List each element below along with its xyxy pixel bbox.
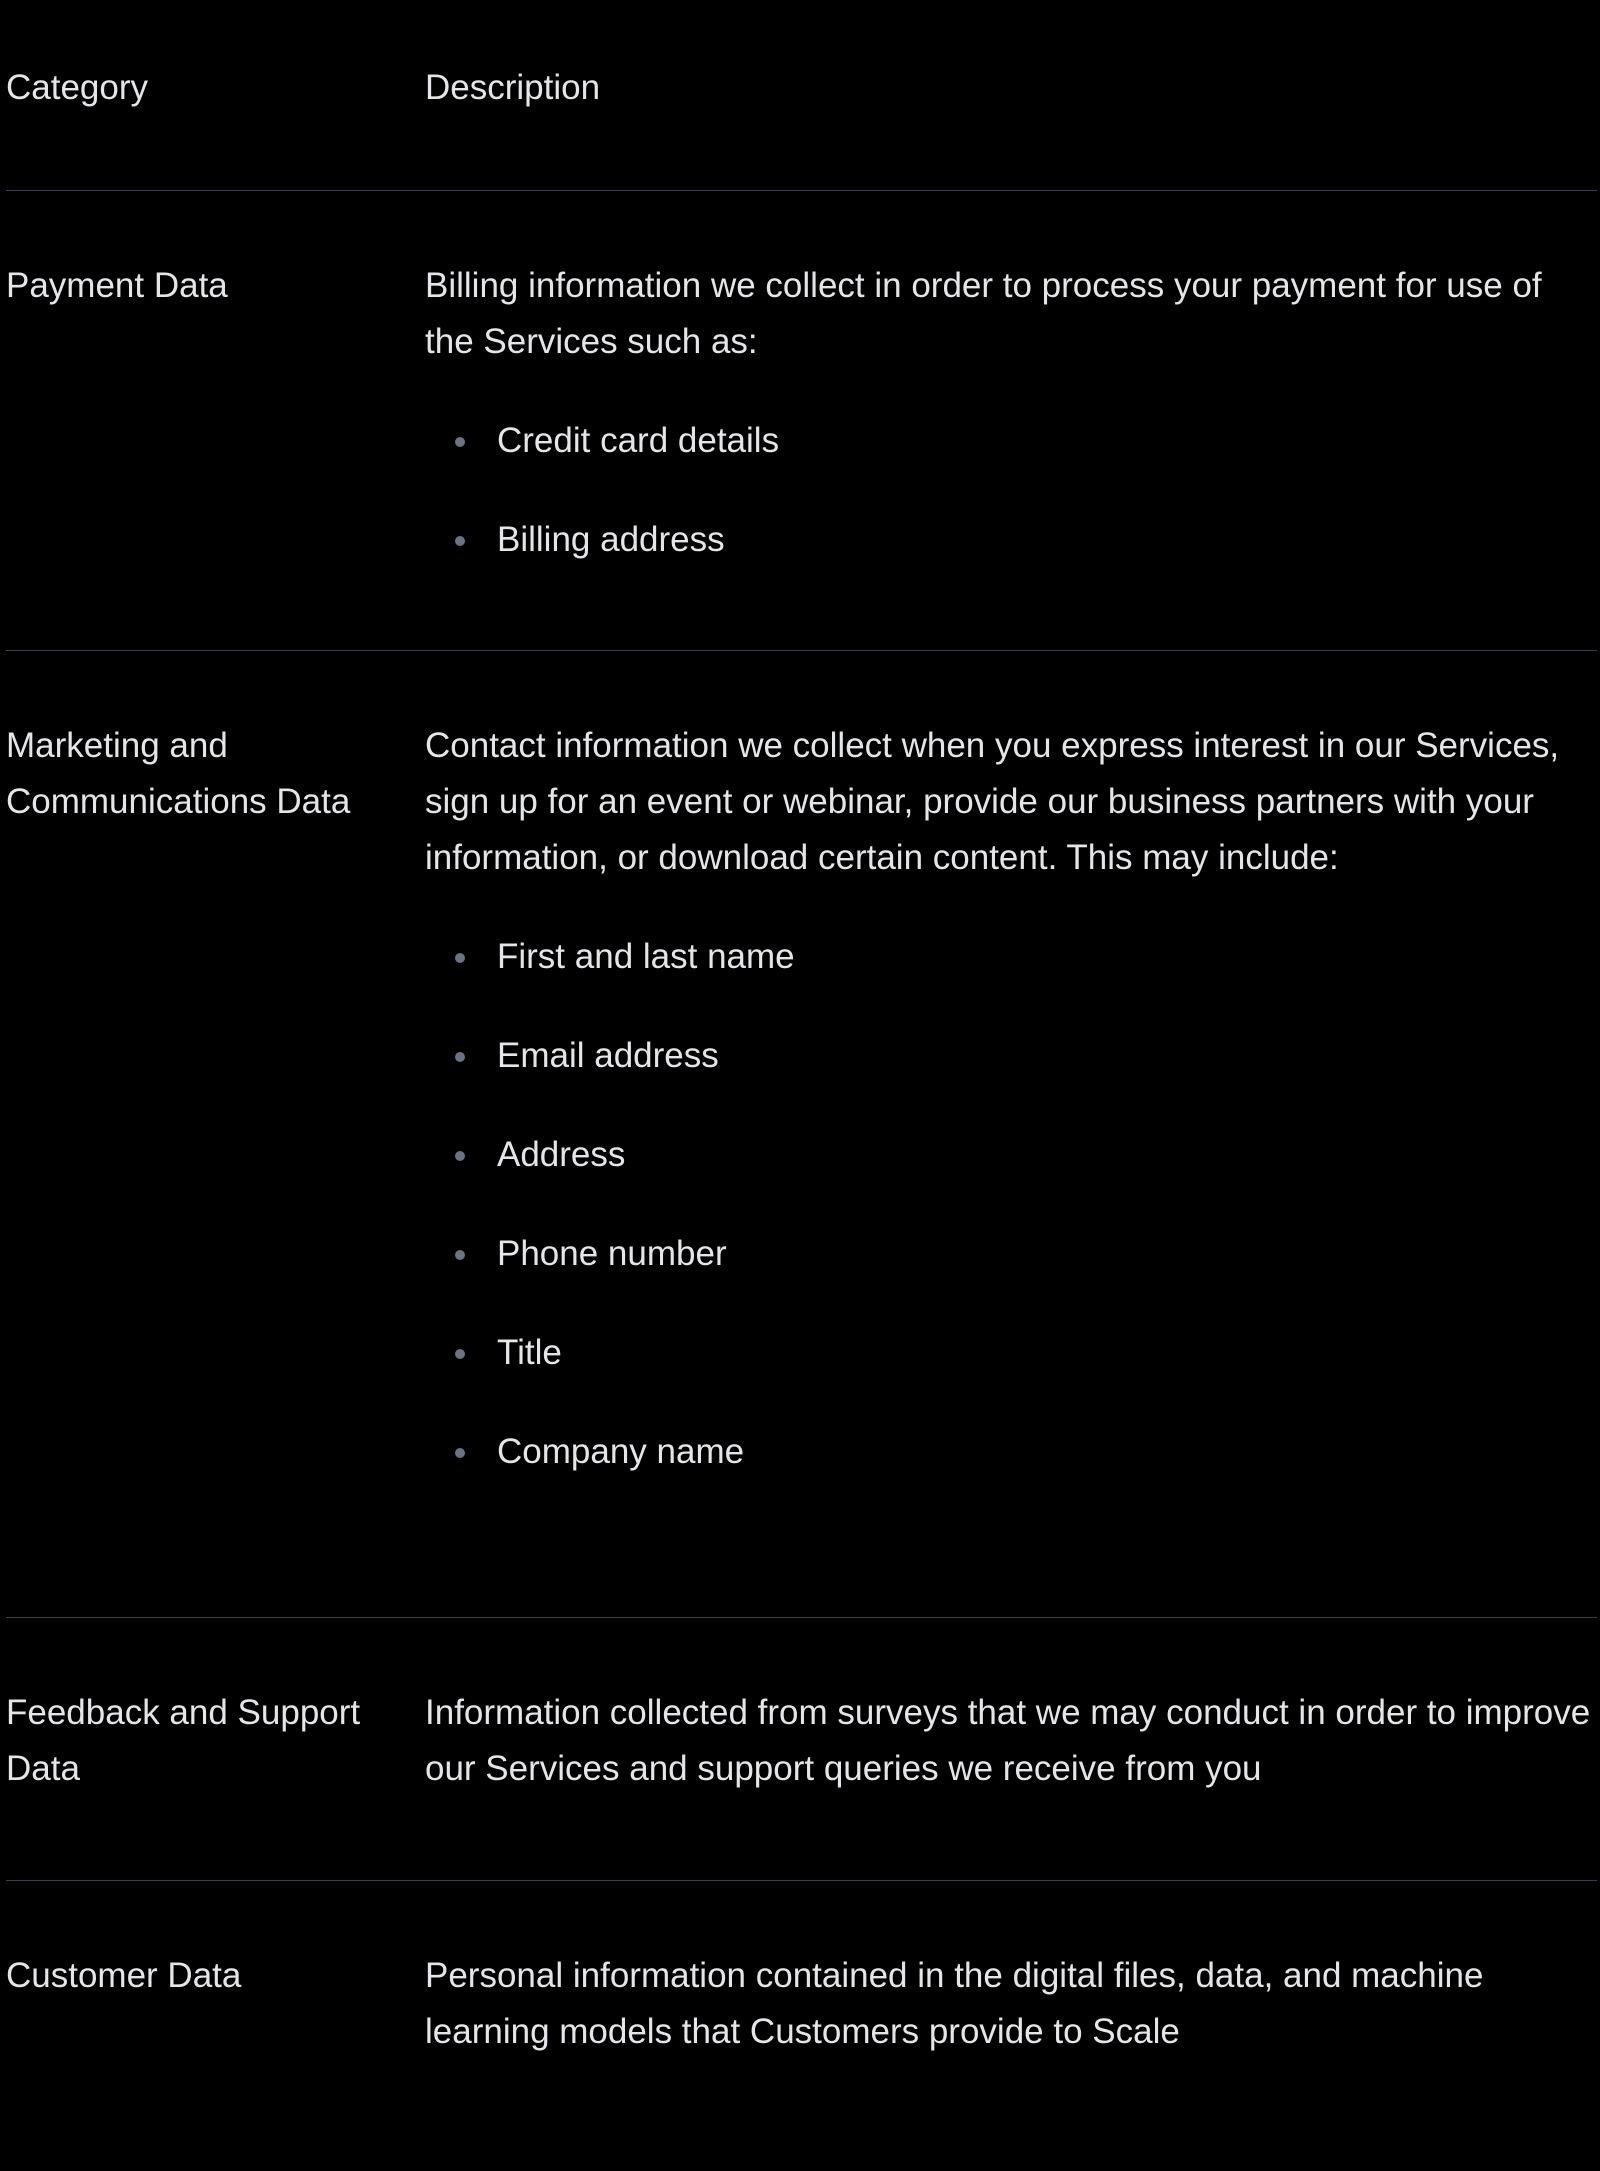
list-item xyxy=(425,1424,1597,1480)
list-item-label: Phone number xyxy=(497,1234,727,1273)
list-item-label: Address xyxy=(497,1135,626,1174)
category-cell: Payment Data xyxy=(6,266,228,305)
list-item xyxy=(425,929,1597,985)
bullet-icon xyxy=(455,1349,465,1359)
description-text: Information collected from surveys that we may conduct in order to improve our Services and support queries we receive from you xyxy=(425,1693,1591,1788)
list-item xyxy=(425,1028,1597,1084)
description-text: Personal information contained in the digital files, data, and machine learning models that Customers provide to Scale xyxy=(425,1956,1484,2051)
bullet-icon xyxy=(455,1052,465,1062)
description-text: Billing information we collect in order to process your payment for use of the Services such as: xyxy=(425,266,1542,361)
list-item-label: Title xyxy=(497,1333,562,1372)
bullet-icon xyxy=(455,536,465,546)
header-category-cell xyxy=(6,0,425,190)
list-item-label: Email address xyxy=(497,1036,719,1075)
bullet-icon xyxy=(455,953,465,963)
table-row-marketing-communications-data xyxy=(6,651,1597,1618)
list-item xyxy=(425,413,1597,469)
list-item-label: Billing address xyxy=(497,520,725,559)
header-description-label: Description xyxy=(425,68,601,107)
table-header-row xyxy=(6,0,1597,191)
data-categories-table xyxy=(6,0,1597,2171)
bullet-list xyxy=(425,413,1597,568)
list-item xyxy=(425,1127,1597,1183)
list-item xyxy=(425,1325,1597,1381)
bullet-icon xyxy=(455,437,465,447)
header-category-label: Category xyxy=(6,68,149,107)
list-item-label: Company name xyxy=(497,1432,745,1471)
list-item xyxy=(425,1226,1597,1282)
category-cell: Marketing and Communications Data xyxy=(6,726,351,821)
list-item-label: First and last name xyxy=(497,937,795,976)
table-row-feedback-support-data xyxy=(6,1618,1597,1881)
category-cell: Customer Data xyxy=(6,1956,242,1995)
description-cell xyxy=(425,1881,1597,2171)
table-row-payment-data xyxy=(6,191,1597,651)
description-cell xyxy=(425,1618,1597,1880)
description-cell xyxy=(425,191,1597,650)
table-row-customer-data xyxy=(6,1881,1597,2171)
bullet-icon xyxy=(455,1151,465,1161)
bullet-icon xyxy=(455,1448,465,1458)
description-cell xyxy=(425,651,1597,1617)
description-text: Contact information we collect when you express interest in our Services, sign up for an event or webinar, provide our business partners with your information, or download certain content. This may include: xyxy=(425,726,1560,877)
category-cell: Feedback and Support Data xyxy=(6,1693,361,1788)
bullet-list xyxy=(425,929,1597,1480)
list-item xyxy=(425,512,1597,568)
bullet-icon xyxy=(455,1250,465,1260)
list-item-label: Credit card details xyxy=(497,421,780,460)
header-description-cell xyxy=(425,0,1597,190)
